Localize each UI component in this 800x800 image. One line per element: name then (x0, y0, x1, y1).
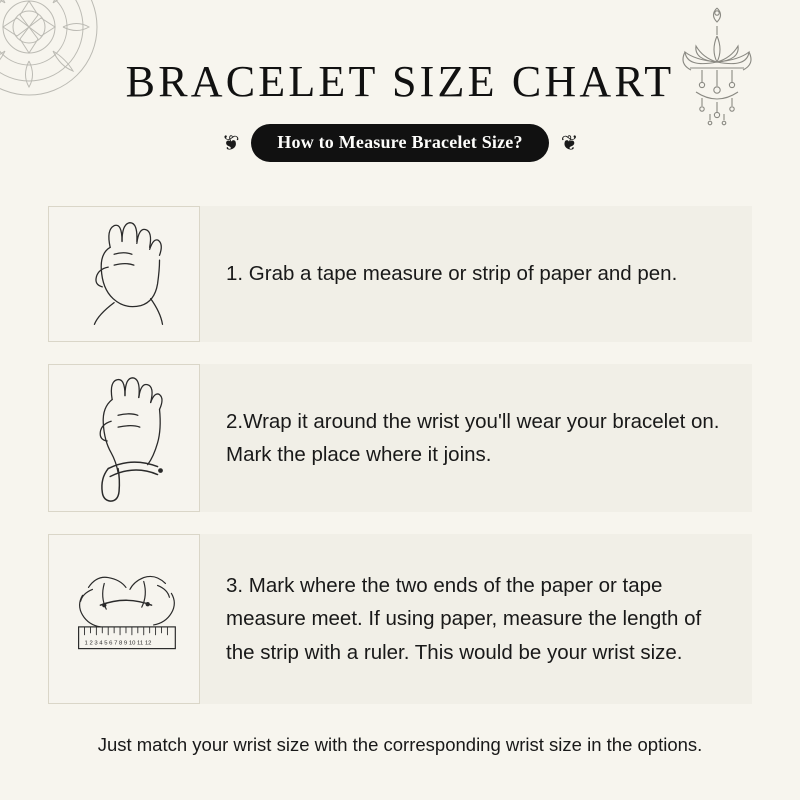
flourish-left-icon: ❦ (221, 130, 240, 155)
flourish-right-icon: ❦ (560, 130, 579, 155)
hand-fist-with-tape-icon (48, 206, 200, 342)
hand-wrist-wrapped-tape-icon (48, 364, 200, 512)
subtitle-pill: How to Measure Bracelet Size? (251, 124, 548, 162)
step-text: 2.Wrap it around the wrist you'll wear your bracelet on. Mark the place where it joins. (226, 409, 720, 466)
subtitle-row (0, 124, 800, 162)
footer-note: Just match your wrist size with the corresponding wrist size in the options. (97, 734, 703, 755)
step-text: 3. Mark where the two ends of the paper or tape measure meet. If using paper, measure the length of the strip with a ruler. This would be your wrist size. (226, 574, 702, 664)
hands-measuring-ruler-icon (48, 534, 200, 704)
svg-text:1 2 3 4 5 6 7 8 9 10 11 12: 1 2 3 4 5 6 7 8 9 10 11 12 (84, 640, 152, 647)
list-item (48, 534, 752, 704)
page-title: BRACELET SIZE CHART (125, 57, 675, 106)
list-item (48, 206, 752, 342)
step-text: 1. Grab a tape measure or strip of paper and pen. (226, 262, 678, 286)
list-item (48, 364, 752, 512)
steps-list (48, 206, 752, 726)
